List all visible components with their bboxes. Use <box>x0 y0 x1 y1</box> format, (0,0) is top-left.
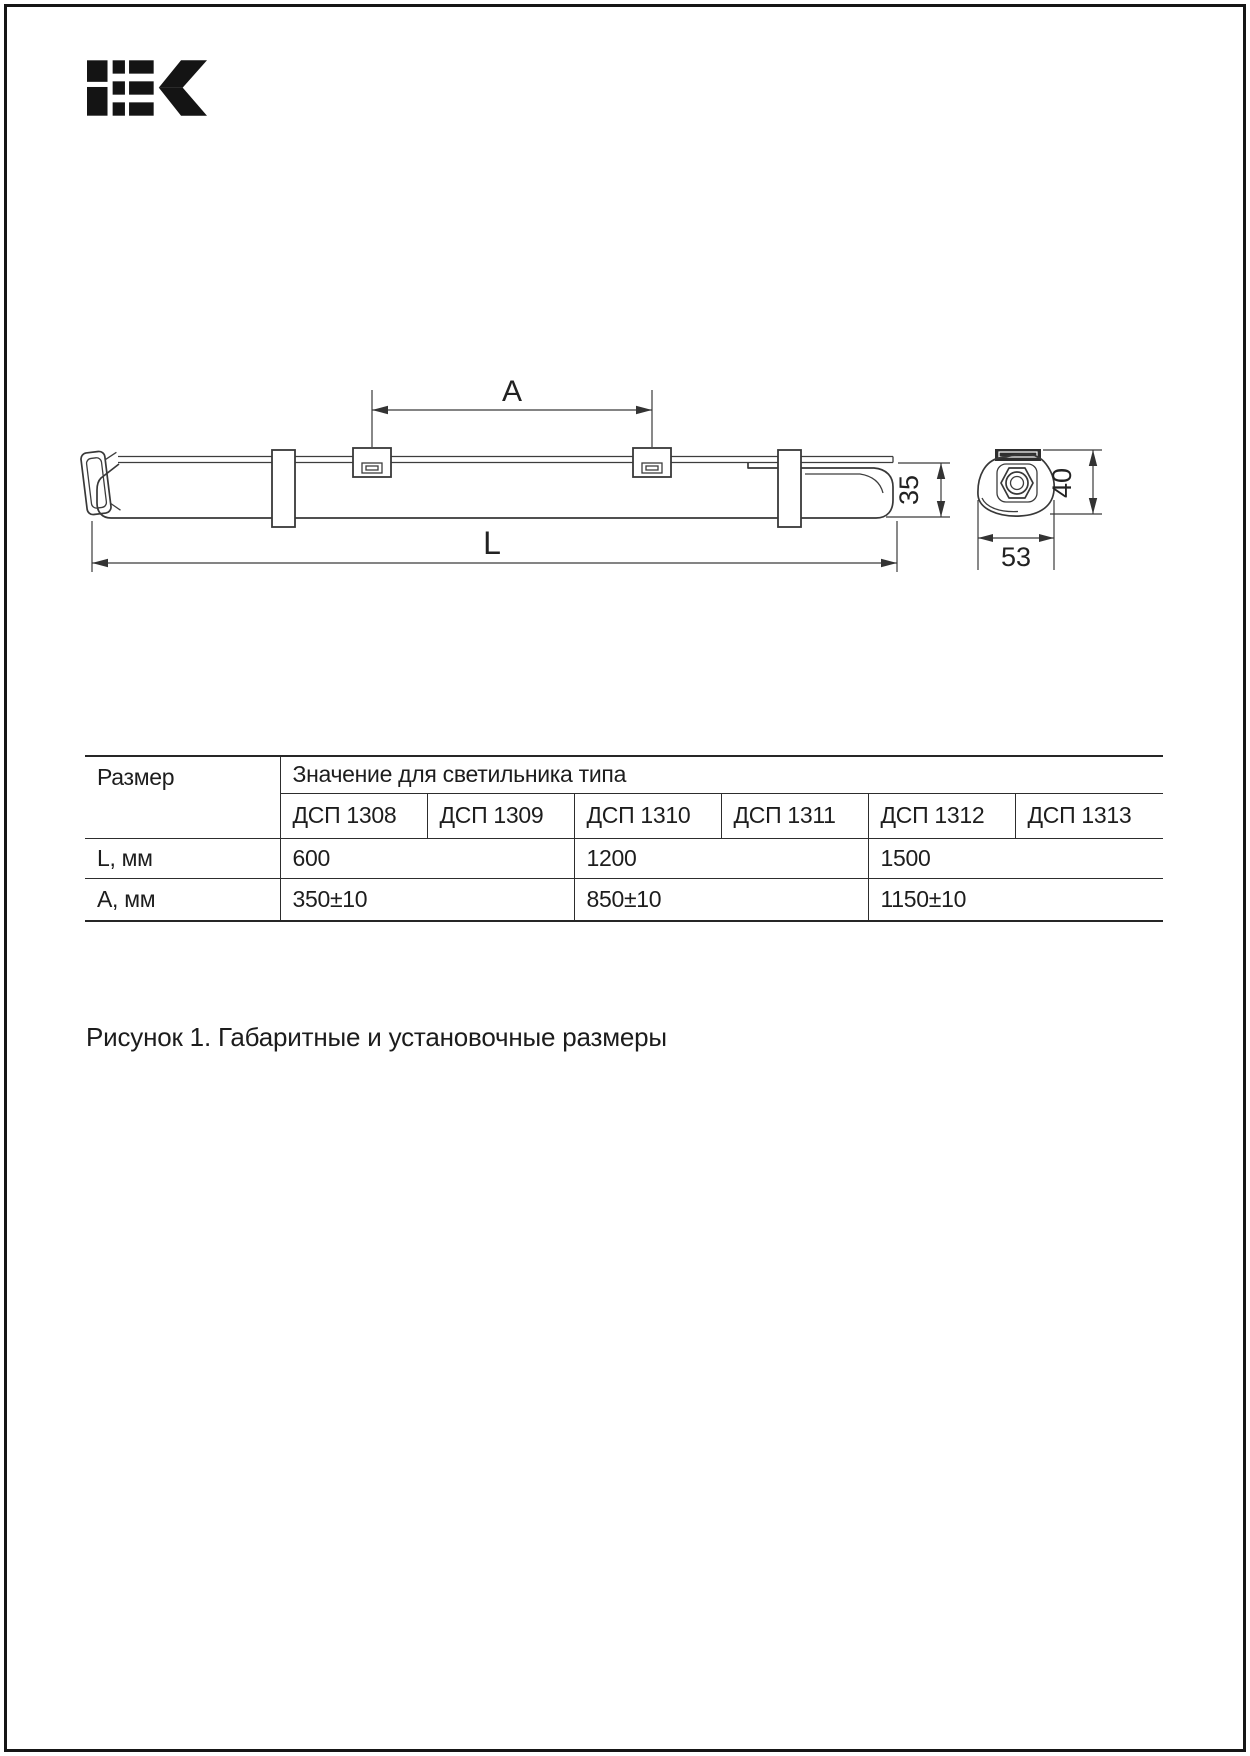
row-label-cell: А, мм <box>85 878 280 921</box>
arrowhead <box>636 406 652 414</box>
arrowhead <box>978 534 993 542</box>
type-header-cell: ДСП 1313 <box>1015 793 1163 838</box>
arrowhead <box>937 501 945 517</box>
arrowhead <box>372 406 388 414</box>
dim-label-35: 35 <box>894 474 924 506</box>
dim-label-L: L <box>483 525 501 561</box>
logo-e-block <box>113 60 125 73</box>
dimension-35 <box>886 463 950 517</box>
type-header-cell: ДСП 1309 <box>427 793 574 838</box>
cable-gland <box>80 449 123 515</box>
mounting-bracket-left <box>353 448 391 477</box>
logo-e-block <box>113 81 125 94</box>
value-cell: 350±10 <box>280 878 574 921</box>
group-header-cell: Значение для светильника типа <box>280 756 1163 793</box>
logo-e-block <box>129 60 154 73</box>
logo-i-stem <box>87 87 108 116</box>
arrowhead <box>1089 498 1097 514</box>
type-header-cell: ДСП 1311 <box>721 793 868 838</box>
figure-caption: Рисунок 1. Габаритные и установочные размеры <box>86 1022 667 1052</box>
arrowhead <box>937 463 945 479</box>
technical-drawing <box>60 330 1160 590</box>
section-nut-hole <box>1011 477 1024 490</box>
logo-e-block <box>129 81 154 94</box>
type-header-cell: ДСП 1310 <box>574 793 721 838</box>
end-clip-right <box>778 450 801 527</box>
value-cell: 1150±10 <box>868 878 1163 921</box>
dimension-spec-table <box>85 755 1163 922</box>
luminaire-section-view <box>978 449 1054 516</box>
luminaire-side-view <box>80 448 893 527</box>
dimension-40 <box>1043 450 1102 514</box>
dimension-A <box>372 375 652 447</box>
value-cell: 1200 <box>574 838 868 878</box>
dim-label-40: 40 <box>1047 467 1077 499</box>
section-nut-ring <box>1006 472 1028 494</box>
logo-e-block <box>129 102 154 115</box>
logo-i-dot <box>87 60 108 82</box>
arrowhead <box>1039 534 1054 542</box>
value-cell: 600 <box>280 838 574 878</box>
section-nut-plate <box>997 464 1037 502</box>
end-cap-inner-line <box>805 474 883 493</box>
table-row <box>85 756 1163 793</box>
iek-logo-glyphs <box>87 60 207 115</box>
row-label-cell: L, мм <box>85 838 280 878</box>
corner-header-cell: Размер <box>85 756 280 838</box>
arrowhead <box>881 559 897 567</box>
logo-k-upper-arm <box>159 60 207 87</box>
table-row <box>85 878 1163 921</box>
value-cell: 1500 <box>868 838 1163 878</box>
end-clip-left <box>272 450 295 527</box>
logo-e-block <box>113 102 125 115</box>
dimension-L <box>92 521 897 572</box>
dim-label-A: A <box>501 375 523 408</box>
logo-k-lower-leg <box>159 88 207 116</box>
table-row <box>85 838 1163 878</box>
arrowhead <box>1089 450 1097 466</box>
value-cell: 850±10 <box>574 878 868 921</box>
type-header-cell: ДСП 1308 <box>280 793 427 838</box>
type-header-cell: ДСП 1312 <box>868 793 1015 838</box>
luminaire-body <box>97 463 893 518</box>
iek-logo <box>87 60 207 116</box>
mounting-bracket-right <box>633 448 671 477</box>
arrowhead <box>92 559 108 567</box>
dim-label-53: 53 <box>1000 542 1032 572</box>
